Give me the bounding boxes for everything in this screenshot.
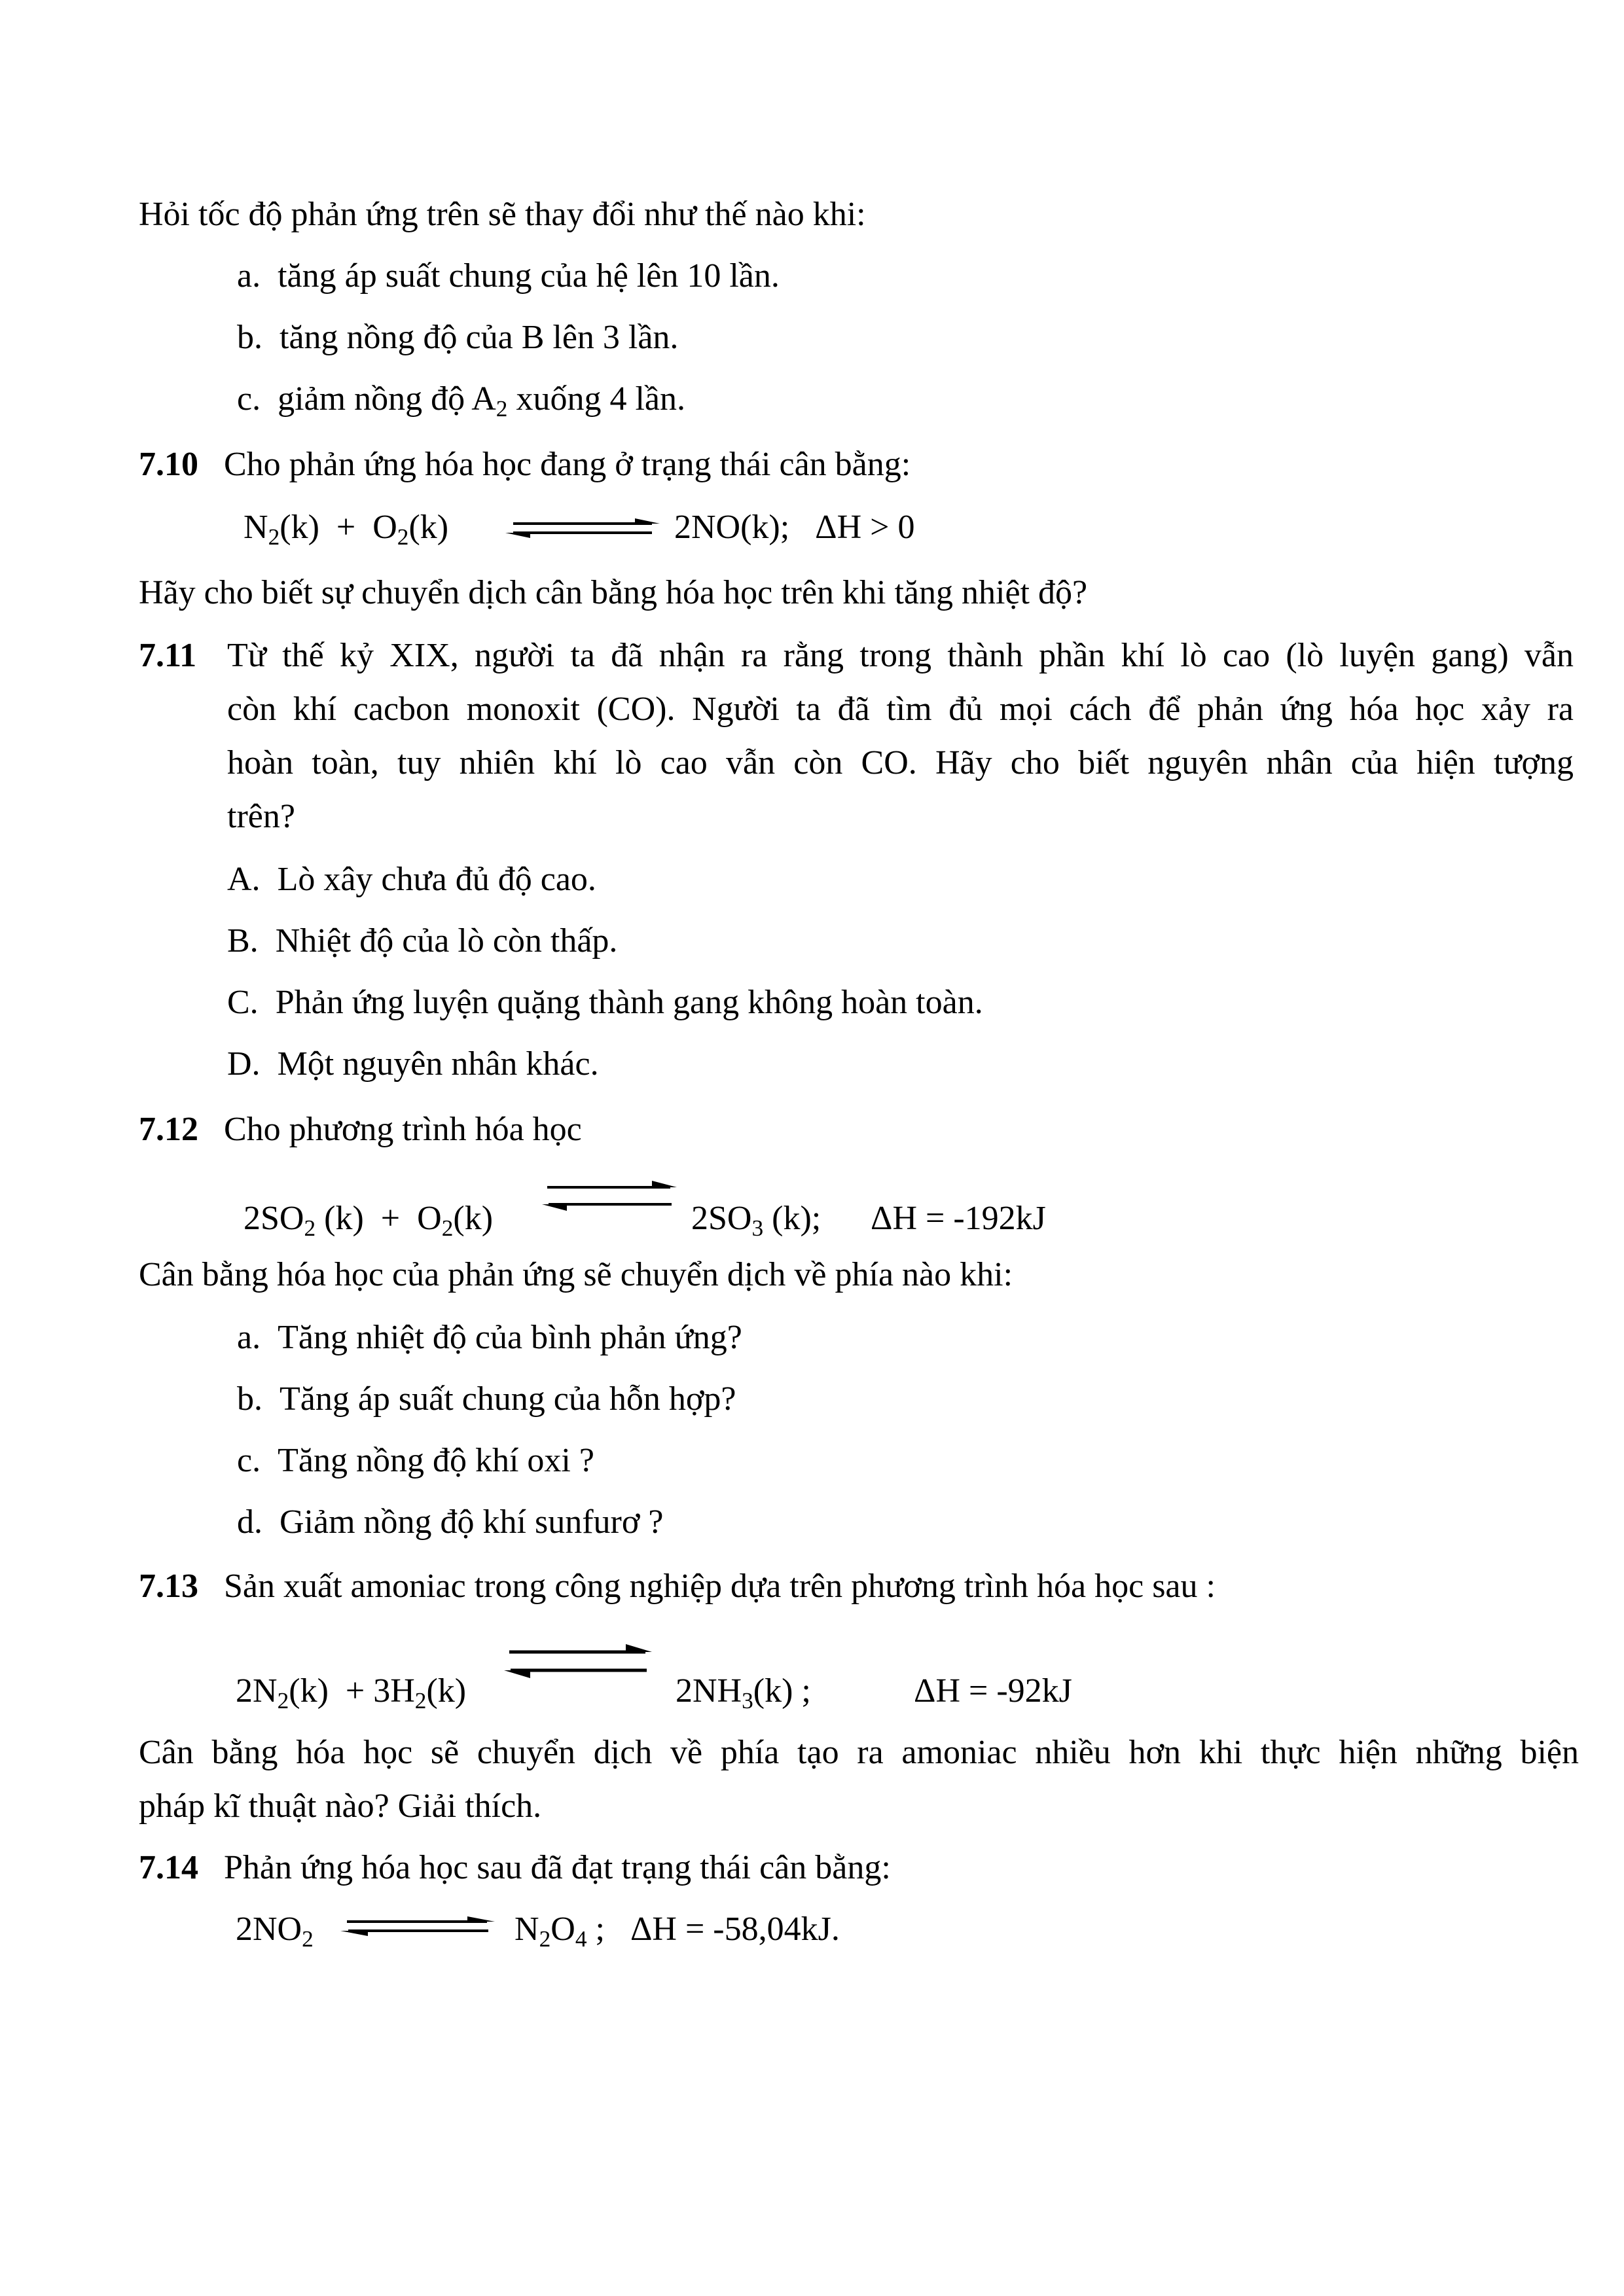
intro-item-a [237,259,780,293]
question-number: 7.10 [139,446,198,483]
equilibrium-arrow-icon [541,1179,678,1212]
equation-7-12-left: $2SO_2$ $(k) + O_2(k)$ [244,1200,494,1241]
question-7-10 [139,448,911,482]
question-7-13-line-2: pháp kĩ thuật nào? Giải thích. [139,1787,542,1825]
equation-7-10-left: $N_2(k) + O_2(k)$ [244,509,449,550]
question-7-13-line-1: Cân bằng hóa học sẽ chuyển dịch về phía tạo ra amoniac nhiều hơn khi thực hiện những biện [139,1734,1579,1771]
question-text: Sản xuất amoniac trong công nghiệp dựa trên phương trình hóa học sau : [224,1568,1216,1605]
option-c: C. Phản ứng luyện quặng thành gang không hoàn toàn. [227,984,983,1021]
option-a: A. Lò xây chưa đủ độ cao. [227,861,596,898]
question-number: 7.13 [139,1568,198,1605]
equation-7-14-left: $2NO_2$ [236,1910,314,1952]
equation-7-12-right: $2SO_3$ (k); [691,1200,821,1241]
question-7-14 [139,1851,891,1885]
question-7-11-line-2: còn khí cacbon monoxit (CO). Người ta đã tìm đủ mọi cách để phản ứng hóa học xảy ra [227,691,1574,728]
subscript: 2 [496,395,508,422]
equilibrium-arrow-icon [503,1638,653,1686]
equilibrium-arrow-icon [339,1915,496,1937]
option-b: B. Nhiệt độ của lò còn thấp. [227,922,618,960]
question-number: 7.12 [139,1111,198,1148]
question-text: Cho phản ứng hóa học đang ở trạng thái cân bằng: [224,446,911,483]
question-7-11-line-3: hoàn toàn, tuy nhiên khí lò cao vẫn còn CO. Hãy cho biết nguyên nhân của hiện tượng [227,744,1574,781]
question-7-13 [139,1570,1216,1604]
item-text-after: xuống 4 lần. [507,380,685,418]
question-7-12 [139,1113,582,1147]
item-d: d. Giảm nồng độ khí sunfurơ ? [237,1503,664,1541]
intro-item-b [237,321,678,355]
item-label: c. [237,380,261,418]
intro-text: Hỏi tốc độ phản ứng trên sẽ thay đổi như thế nào khi: [139,196,866,233]
equation-7-14-right: $N_2O_4$ ; ΔH = -58,04kJ. [514,1910,840,1952]
equilibrium-arrow-icon [504,517,661,541]
question-7-11-line-4: trên? [227,798,295,835]
equation-7-13-right: $2NH_3(k)$ ; [676,1672,811,1713]
item-text: tăng áp suất chung của hệ lên 10 lần. [278,257,780,295]
item-text: giảm nồng độ A [278,380,496,418]
equation-7-13-enthalpy: ΔH = -92kJ [914,1672,1072,1710]
question-7-11-line-1: Từ thế kỷ XIX, người ta đã nhận ra rằng trong thành phần khí lò cao (lò luyện gang) vẫn [227,637,1574,674]
equation-7-10-right: 2NO(k); ΔH > 0 [674,509,915,546]
item-text: tăng nồng độ của B lên 3 lần. [280,319,679,356]
equation-7-12-enthalpy: ΔH = -192kJ [871,1200,1046,1237]
question-7-12-ask: Cân bằng hóa học của phản ứng sẽ chuyển dịch về phía nào khi: [139,1256,1013,1293]
item-label: a. [237,257,261,295]
item-b: b. Tăng áp suất chung của hỗn hợp? [237,1380,736,1418]
question-number: 7.14 [139,1849,198,1886]
question-7-10-ask: Hãy cho biết sự chuyển dịch cân bằng hóa học trên khi tăng nhiệt độ? [139,574,1088,611]
equation-7-13-left: $2N_2(k) + 3H_2(k)$ [236,1672,467,1713]
item-a: a. Tăng nhiệt độ của bình phản ứng? [237,1319,742,1356]
intro-item-c [237,380,685,422]
option-d: D. Một nguyên nhân khác. [227,1045,599,1083]
item-label: b. [237,319,262,356]
item-c: c. Tăng nồng độ khí oxi ? [237,1442,594,1479]
question-7-11-number: 7.11 [139,637,197,674]
question-text: Phản ứng hóa học sau đã đạt trạng thái cân bằng: [224,1849,891,1886]
question-text: Cho phương trình hóa học [224,1111,582,1148]
